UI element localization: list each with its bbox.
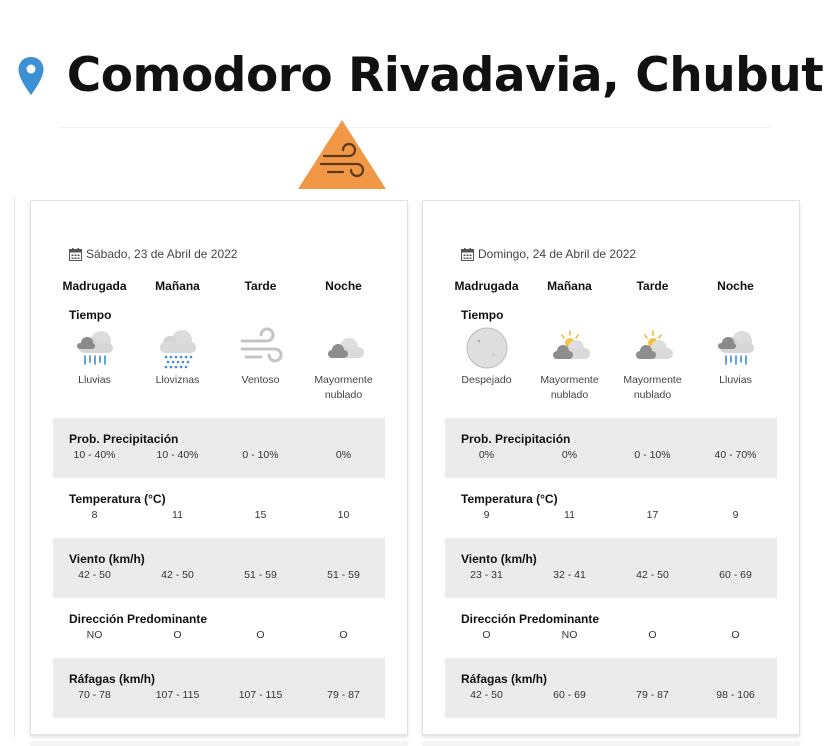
value-cell: 42 - 50 <box>470 689 503 701</box>
value-cell: 17 <box>646 509 659 521</box>
value-cell: 0% <box>478 449 495 461</box>
period-headers <box>53 279 385 293</box>
row-values <box>53 509 385 521</box>
temperature-row <box>445 478 777 538</box>
row-title: Dirección Predominante <box>69 612 208 626</box>
divider <box>14 197 15 737</box>
condition-label: Ventoso <box>241 374 280 386</box>
calendar-icon <box>461 248 474 261</box>
cloudy-icon <box>320 327 368 369</box>
row-values <box>445 629 777 641</box>
temperature-row <box>53 478 385 538</box>
wind-row <box>445 538 777 598</box>
condition-manana <box>528 327 611 403</box>
wind-alert-icon[interactable] <box>297 118 387 190</box>
row-values <box>445 509 777 521</box>
condition-tarde <box>611 327 694 403</box>
value-cell: 10 - 40% <box>73 449 116 461</box>
value-cell: 70 - 78 <box>78 689 111 701</box>
condition-label: Mayormente nublado <box>314 374 373 401</box>
row-title: Temperatura (°C) <box>69 492 166 506</box>
condition-noche <box>302 327 385 403</box>
row-title: Viento (km/h) <box>69 552 145 566</box>
direction-row <box>53 598 385 658</box>
condition-label: Despejado <box>461 374 512 386</box>
value-cell: 42 - 50 <box>161 569 194 581</box>
row-title: Prob. Precipitación <box>69 432 179 446</box>
value-cell: 11 <box>172 509 183 521</box>
next-card-edge <box>422 741 800 746</box>
partly-cloudy-sun-icon <box>629 327 677 369</box>
precipitation-row <box>53 418 385 478</box>
row-values <box>445 689 777 701</box>
value-cell: O <box>173 629 182 641</box>
period-manana: Mañana <box>547 279 592 293</box>
condition-label: Mayormente nublado <box>623 374 682 401</box>
date-text: Sábado, 23 de Abril de 2022 <box>86 247 238 261</box>
value-cell: 60 - 69 <box>553 689 586 701</box>
value-cell: 9 <box>483 509 490 521</box>
value-cell: 51 - 59 <box>244 569 277 581</box>
value-cell: O <box>339 629 348 641</box>
row-title: Dirección Predominante <box>461 612 600 626</box>
next-card-edge <box>30 741 408 746</box>
forecast-date <box>69 247 237 261</box>
row-values <box>445 569 777 581</box>
day-forecast-card <box>422 200 800 735</box>
value-cell: 9 <box>732 509 739 521</box>
period-noche: Noche <box>717 279 754 293</box>
wind-row <box>53 538 385 598</box>
value-cell: 79 - 87 <box>636 689 669 701</box>
location-header <box>0 40 840 110</box>
value-cell: 23 - 31 <box>470 569 503 581</box>
row-title: Temperatura (°C) <box>461 492 558 506</box>
period-tarde: Tarde <box>244 279 277 293</box>
wind-icon <box>237 327 285 369</box>
condition-label: Lluvias <box>78 374 111 386</box>
forecast-date <box>461 247 636 261</box>
tiempo-label: Tiempo <box>461 308 504 322</box>
value-cell: O <box>482 629 491 641</box>
row-values <box>53 449 385 461</box>
conditions-row <box>53 327 385 403</box>
row-values <box>53 569 385 581</box>
period-madrugada: Madrugada <box>62 279 127 293</box>
value-cell: 32 - 41 <box>553 569 586 581</box>
value-cell: 60 - 69 <box>719 569 752 581</box>
clear-night-icon <box>463 327 511 369</box>
value-cell: 0 - 10% <box>242 449 279 461</box>
value-cell: 10 <box>337 509 350 521</box>
row-values <box>53 689 385 701</box>
value-cell: 42 - 50 <box>78 569 111 581</box>
row-title: Viento (km/h) <box>461 552 537 566</box>
row-values <box>53 629 385 641</box>
period-madrugada: Madrugada <box>454 279 519 293</box>
tiempo-label: Tiempo <box>69 308 112 322</box>
rain-cloud-icon <box>712 327 760 369</box>
value-cell: NO <box>561 629 578 641</box>
value-cell: O <box>731 629 740 641</box>
precipitation-row <box>445 418 777 478</box>
direction-row <box>445 598 777 658</box>
divider <box>60 127 770 128</box>
row-title: Ráfagas (km/h) <box>461 672 548 686</box>
value-cell: 98 - 106 <box>716 689 755 701</box>
condition-noche <box>694 327 777 403</box>
value-cell: 51 - 59 <box>327 569 360 581</box>
drizzle-cloud-icon <box>154 327 202 369</box>
value-cell: 10 - 40% <box>156 449 199 461</box>
gusts-row <box>445 658 777 718</box>
period-manana: Mañana <box>155 279 200 293</box>
condition-tarde <box>219 327 302 403</box>
value-cell: 0% <box>335 449 352 461</box>
value-cell: 107 - 115 <box>238 689 283 701</box>
value-cell: 40 - 70% <box>714 449 757 461</box>
period-noche: Noche <box>325 279 362 293</box>
value-cell: 0 - 10% <box>634 449 671 461</box>
value-cell: 79 - 87 <box>327 689 360 701</box>
condition-label: Lluvias <box>719 374 752 386</box>
date-text: Domingo, 24 de Abril de 2022 <box>478 247 637 261</box>
location-title: Comodoro Rivadavia, Chubut <box>66 47 824 103</box>
period-tarde: Tarde <box>636 279 669 293</box>
day-forecast-card <box>30 200 408 735</box>
value-cell: NO <box>86 629 103 641</box>
row-title: Ráfagas (km/h) <box>69 672 156 686</box>
location-pin-icon <box>17 56 45 96</box>
value-cell: 8 <box>91 509 98 521</box>
value-cell: 42 - 50 <box>636 569 669 581</box>
condition-madrugada <box>445 327 528 403</box>
partly-cloudy-sun-icon <box>546 327 594 369</box>
condition-label: Lloviznas <box>155 374 200 386</box>
period-headers <box>445 279 777 293</box>
condition-manana <box>136 327 219 403</box>
condition-madrugada <box>53 327 136 403</box>
value-cell: O <box>648 629 657 641</box>
row-values <box>445 449 777 461</box>
conditions-row <box>445 327 777 403</box>
calendar-icon <box>69 248 82 261</box>
row-title: Prob. Precipitación <box>461 432 571 446</box>
value-cell: 11 <box>564 509 575 521</box>
value-cell: 107 - 115 <box>155 689 200 701</box>
value-cell: 0% <box>561 449 578 461</box>
gusts-row <box>53 658 385 718</box>
value-cell: 15 <box>254 509 267 521</box>
rain-cloud-icon <box>71 327 119 369</box>
condition-label: Mayormente nublado <box>540 374 599 401</box>
value-cell: O <box>256 629 265 641</box>
